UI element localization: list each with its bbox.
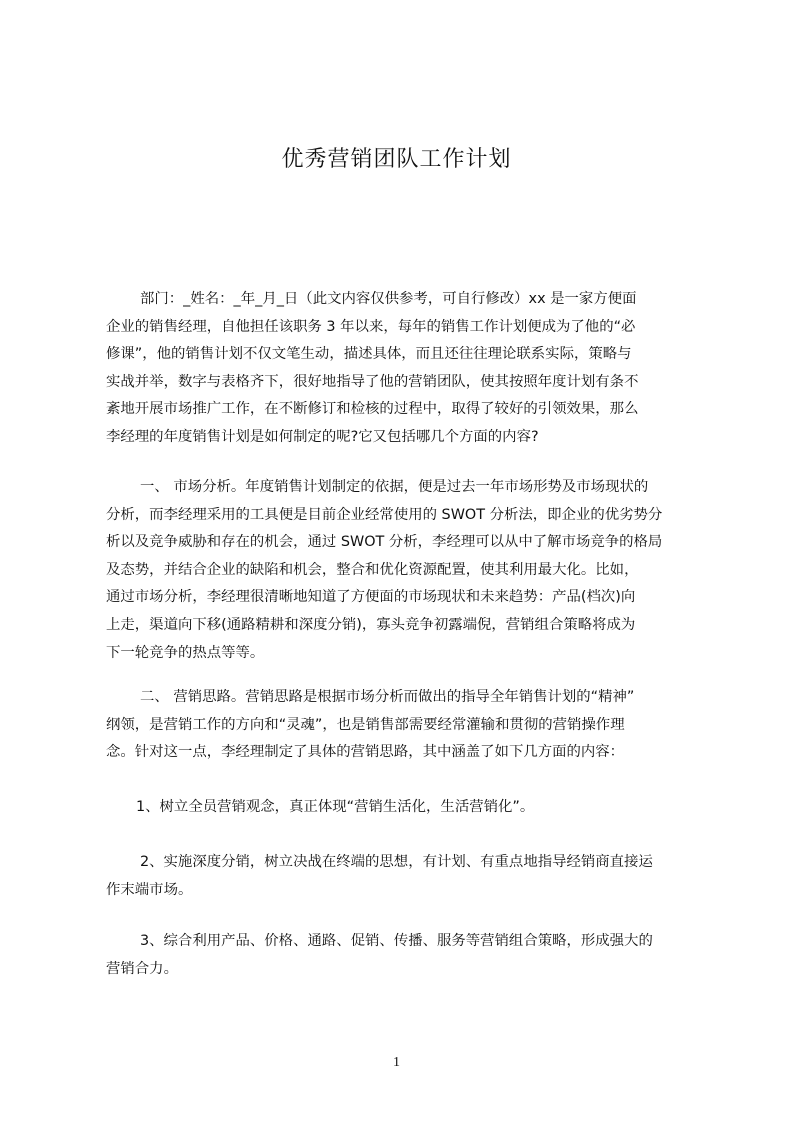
paragraph-line: 通过市场分析，李经理很清晰地知道了方便面的市场现状和未来趋势：产品(档次)向 <box>106 589 636 606</box>
paragraph-line: 李经理的年度销售计划是如何制定的呢?它又包括哪几个方面的内容? <box>106 428 539 445</box>
page-number: 1 <box>393 1055 400 1070</box>
paragraph-line: 念。针对这一点，李经理制定了具体的营销思路，其中涵盖了如下几方面的内容： <box>106 744 625 761</box>
paragraph-line: 析以及竞争威胁和存在的机会，通过 SWOT 分析，李经理可以从中了解市场竞争的格局 <box>106 534 663 551</box>
paragraph-marketing-ideas <box>106 684 706 767</box>
paragraph-line: 及态势，并结合企业的缺陷和机会，整合和优化资源配置，使其利用最大化。比如， <box>106 561 639 578</box>
paragraph-line: 实战并举，数字与表格齐下，很好地指导了他的营销团队，使其按照年度计划有条不 <box>106 373 639 390</box>
paragraph-line: 营销合力。 <box>106 960 178 977</box>
paragraph-line: 作末端市场。 <box>106 881 193 898</box>
paragraph-line: 紊地开展市场推广工作，在不断修订和检核的过程中，取得了较好的引领效果，那么 <box>106 401 639 418</box>
paragraph-line: 分析，而李经理采用的工具便是目前企业经常使用的 SWOT 分析法，即企业的优劣势分 <box>106 506 663 523</box>
list-item-2 <box>106 849 706 904</box>
paragraph-line: 修课”，他的销售计划不仅文笔生动，描述具体，而且还往往理论联系实际，策略与 <box>106 346 632 363</box>
paragraph-line: 一、 市场分析。年度销售计划制定的依据，便是过去一年市场形势及市场现状的 <box>140 479 649 495</box>
paragraph-intro <box>106 286 706 452</box>
paragraph-line: 1、树立全员营销观念，真正体现“营销生活化，生活营销化”。 <box>136 799 535 815</box>
paragraph-line: 纲领，是营销工作的方向和“灵魂”，也是销售部需要经常灌输和贯彻的营销操作理 <box>106 716 625 733</box>
list-item-1 <box>106 794 706 822</box>
paragraph-line: 下一轮竞争的热点等等。 <box>106 644 265 661</box>
paragraph-line: 上走，渠道向下移(通路精耕和深度分销)，寡头竞争初露端倪，营销组合策略将成为 <box>106 616 636 633</box>
paragraph-line: 二、 营销思路。营销思路是根据市场分析而做出的指导全年销售计划的“精神” <box>140 689 635 705</box>
document-title: 优秀营销团队工作计划 <box>281 147 512 172</box>
list-item-3 <box>106 928 706 983</box>
paragraph-market-analysis <box>106 474 706 667</box>
paragraph-line: 2、实施深度分销，树立决战在终端的思想，有计划、有重点地指导经销商直接运 <box>140 854 653 870</box>
paragraph-line: 部门：_姓名：_年_月_日（此文内容仅供参考，可自行修改）xx 是一家方便面 <box>140 291 637 307</box>
paragraph-line: 企业的销售经理，自他担任该职务 3 年以来，每年的销售工作计划便成为了他的“必 <box>106 318 636 335</box>
paragraph-line: 3、综合利用产品、价格、通路、促销、传播、服务等营销组合策略，形成强大的 <box>140 933 653 949</box>
